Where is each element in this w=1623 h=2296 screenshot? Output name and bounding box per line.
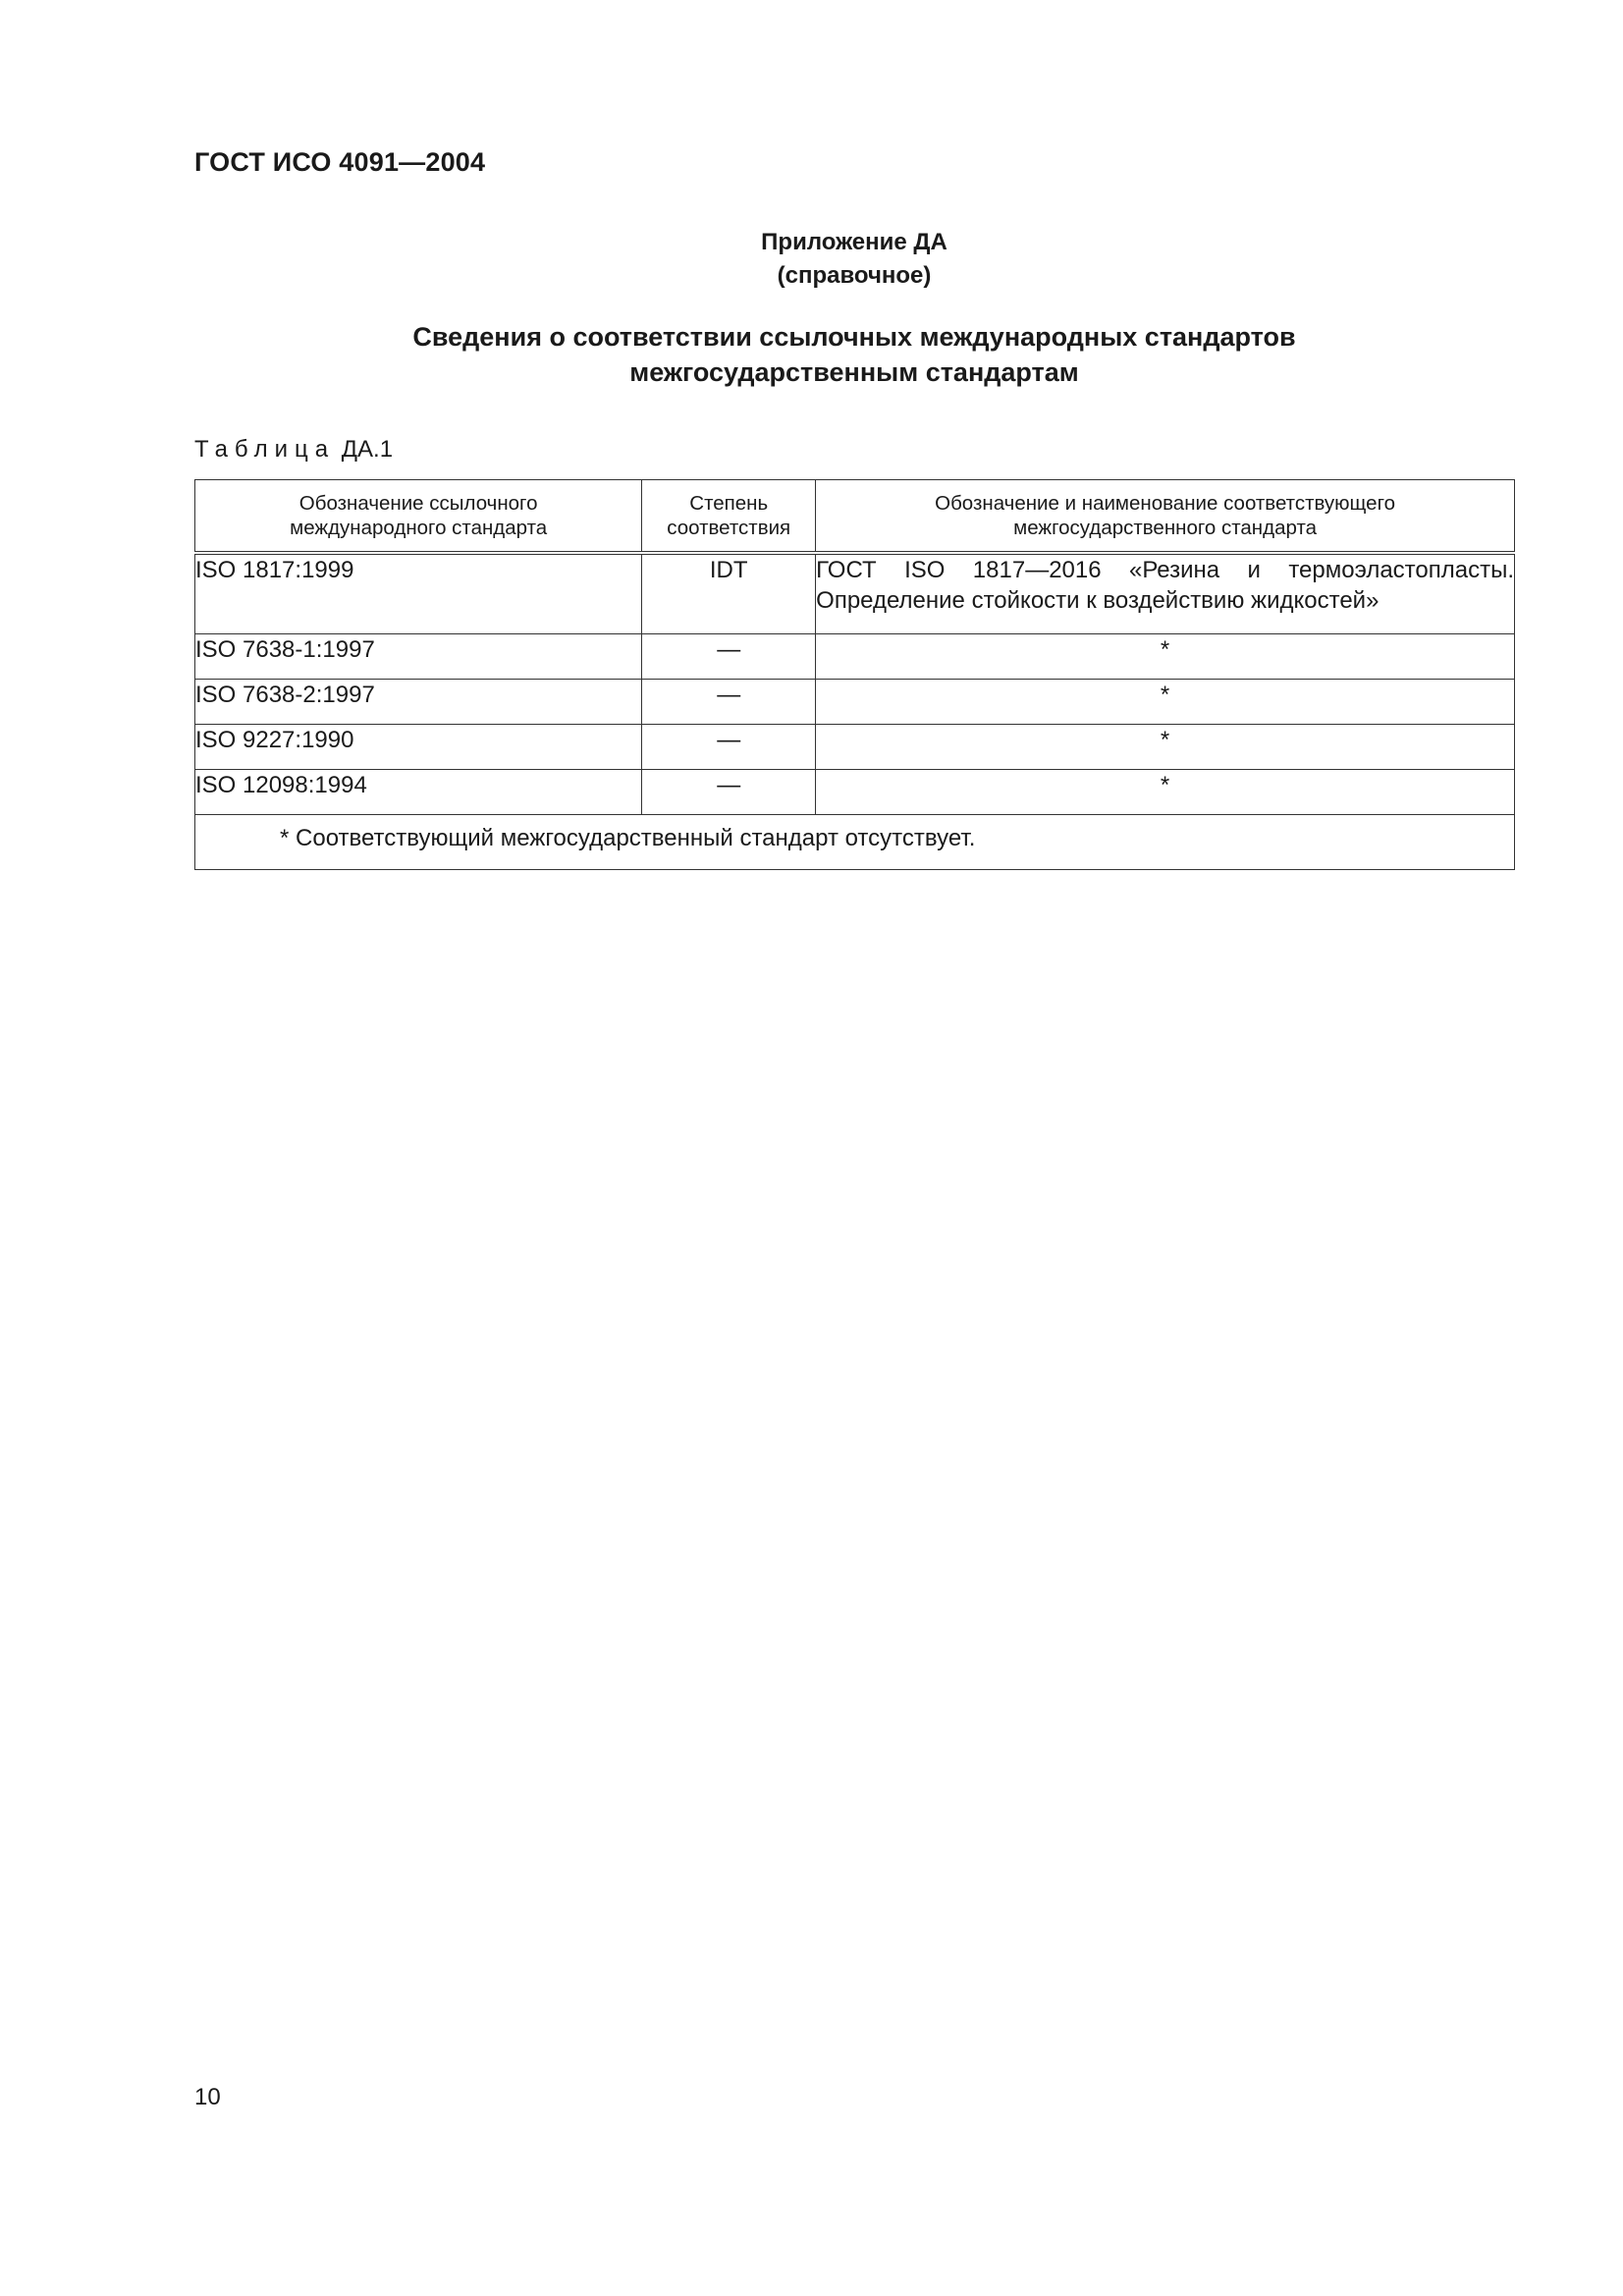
header-col2-line1: Степень <box>689 492 769 515</box>
table-header-row <box>195 480 1515 554</box>
cell-national: * <box>816 634 1515 680</box>
header-col2-line2: соответствия <box>667 517 791 539</box>
section-heading-line1: Сведения о соответствии ссылочных международных стандартов <box>412 322 1296 352</box>
appendix-label <box>0 226 1623 293</box>
cell-degree: — <box>642 725 816 770</box>
document-code: ГОСТ ИСО 4091—2004 <box>194 147 486 177</box>
cell-standard: ISO 9227:1990 <box>195 725 642 770</box>
standards-correspondence-table <box>194 479 1515 870</box>
cell-national: * <box>816 725 1515 770</box>
header-degree <box>642 480 816 554</box>
cell-national: * <box>816 680 1515 725</box>
table-footnote-row <box>195 815 1515 870</box>
appendix-title: Приложение ДА <box>761 229 947 255</box>
header-international-standard <box>195 480 642 554</box>
cell-standard: ISO 7638-1:1997 <box>195 634 642 680</box>
table-row <box>195 770 1515 815</box>
header-col3-line2: межгосударственного стандарта <box>1013 517 1318 539</box>
header-col3-line1: Обозначение и наименование соответствующего <box>935 492 1396 515</box>
cell-degree: — <box>642 680 816 725</box>
cell-standard: ISO 7638-2:1997 <box>195 680 642 725</box>
cell-national: * <box>816 770 1515 815</box>
header-col1-line2: международного стандарта <box>290 517 548 539</box>
page-number: 10 <box>194 2084 221 2110</box>
header-national-standard <box>816 480 1515 554</box>
cell-degree: — <box>642 770 816 815</box>
table-row <box>195 553 1515 634</box>
cell-degree: — <box>642 634 816 680</box>
cell-degree: IDT <box>642 553 816 634</box>
section-heading-line2: межгосударственным стандартам <box>629 357 1079 387</box>
table-row <box>195 634 1515 680</box>
cell-national: ГОСТ ISO 1817—2016 «Резина и термоэластопласты. Определение стойкости к воздействию жидкостей» <box>816 553 1515 634</box>
table-footnote: * Соответствующий межгосударственный стандарт отсутствует. <box>195 815 1515 870</box>
cell-standard: ISO 1817:1999 <box>195 553 642 634</box>
cell-standard: ISO 12098:1994 <box>195 770 642 815</box>
table-caption-number: ДА.1 <box>341 436 394 463</box>
table-row <box>195 725 1515 770</box>
section-heading <box>0 319 1623 390</box>
header-col1-line1: Обозначение ссылочного <box>298 492 538 515</box>
table-caption-word: Таблица <box>194 436 336 463</box>
appendix-subtitle: (справочное) <box>777 262 932 289</box>
table-row <box>195 680 1515 725</box>
table-caption <box>194 436 393 464</box>
